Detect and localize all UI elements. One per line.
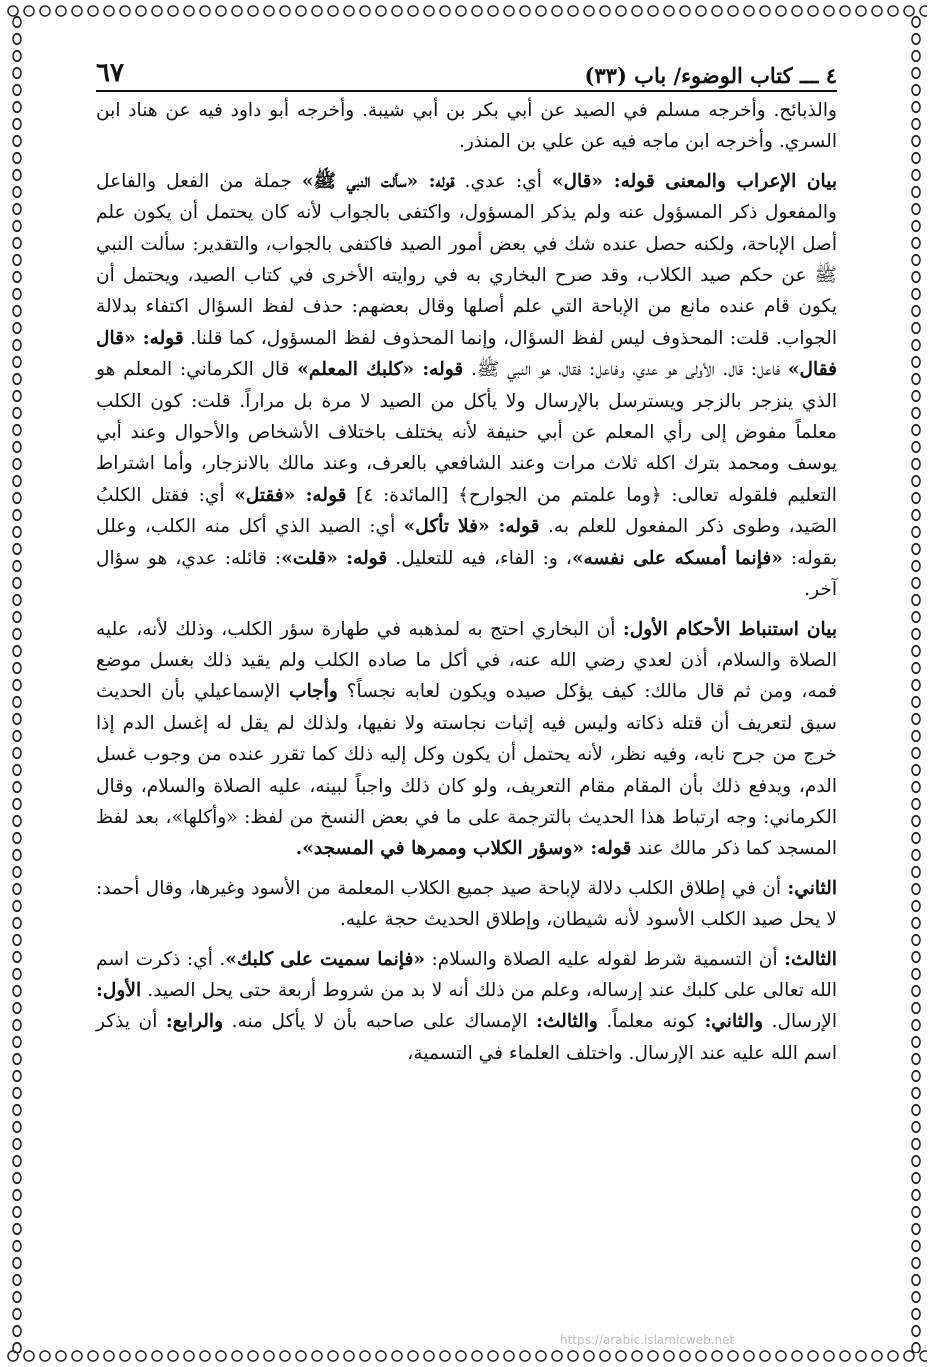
bold-run: والثالث: bbox=[536, 1011, 598, 1033]
text-run: أي: فقتل الكلبُ الصَيد، وطوى ذكر المفعول للعلم به. bbox=[96, 484, 838, 538]
text-run: أي: الصيد الذي أكل منه الكلب، وعلل بقوله: bbox=[96, 516, 837, 569]
bold-run: قوله: «كلبك المعلم» bbox=[297, 359, 464, 381]
bold-run: بيان استنباط الأحكام الأول: bbox=[622, 618, 837, 640]
ornament-border-left bbox=[10, 14, 24, 1353]
paragraph bbox=[96, 614, 837, 865]
text-run: الإرسال. bbox=[763, 1011, 837, 1033]
text-run: أن في إطلاق الكلب دلالة لإباحة صيد جميع الكلاب المعلمة من الأسود وغيرها، وقال أحمد: لا يحل صيد الكلب الأسود لأنه شيطان، وإطلاق الحديث حجة عليه. bbox=[96, 877, 837, 931]
paragraph-gap bbox=[96, 606, 837, 614]
paragraph-gap bbox=[96, 865, 837, 873]
text-run: أي: عدي. bbox=[454, 170, 552, 192]
text-run: : قائله: عدي، هو سؤال آخر. bbox=[96, 547, 837, 601]
page-header bbox=[96, 44, 837, 88]
paragraph-gap bbox=[96, 936, 837, 944]
bold-run: «فإنما أمسكه على نفسه» bbox=[571, 547, 783, 569]
bold-run: قوله: «قلت» bbox=[281, 547, 388, 569]
text-run: قال الكرماني: المعلم هو الذي ينزجر بالزجر ويسترسل بالإرسال ولا يأكل من الصيد لا مرة بل مراراً. قلت: كون الكلب معلماً مفوض إلى رأي المعلم عن أبي حنيفة لأنه يختلف باختلاف الأشخاص والأحوال وعند أبي يوسف ومحمد بترك اكله ثلاث مرات وعند الشافعي بالعرف، وعند مالك بالانزجار، وأما اشتراط التعليم فلقوله تعالى: ﴿وما علمتم من الجوارح﴾ [المائدة: ٤] bbox=[96, 359, 837, 506]
text-run: الإمساك على صاحبه بأن لا يأكل منه. bbox=[223, 1011, 537, 1033]
paragraph bbox=[96, 944, 837, 1070]
text-run: أن يذكر اسم الله عليه عند الإرسال. واختلف العلماء في التسمية، bbox=[96, 1011, 837, 1064]
text-run: أن البخاري احتج به لمذهبه في طهارة سؤر الكلب، وذلك لأنه، عليه الصلاة والسلام، أذن لعدي رضي الله عنه، في أكل ما صاده الكلب ولم يقيد ذلك بغسل موضع فمه، ومن ثم قال مالك: كيف يؤكل صيده ويكون لعابه نجساً؟ bbox=[96, 618, 837, 703]
bold-run: قوله: «قال فقال» bbox=[96, 327, 838, 381]
watermark-url: https://arabic.islamicweb.net bbox=[560, 1333, 735, 1347]
bold-run: «فإنما سميت على كلبك» bbox=[225, 948, 425, 970]
text-run: والذبائح. وأخرجه مسلم في الصيد عن أبي بكر بن أبي شيبة. وأخرجه أبو داود فيه عن هناد ابن السري. وأخرجه ابن ماجه فيه عن علي بن المنذر. bbox=[96, 100, 837, 153]
text-run: جملة من الفعل والفاعل والمفعول ذكر المسؤول عنه ولم يذكر المسؤول، واكتفى بالجواب لأنه كان يحتمل أن يكون علم أصل الإباحة، ولكنه حصل عنده شك في بعض أمور الصيد فاكتفى بالجواب، والتقدير: سألت النبي ﷺ عن حكم صيد الكلاب، وقد صرح البخاري به في روايته الأخرى في كتاب الصيد، ويحتمل أن يكون قام عنده مانع من الإباحة التي علم أصلها وقال بعضهم: حذف لفظ السؤال اكتفاء بدلالة الجواب. قلت: المحذوف ليس لفظ السؤال، وإنما المحذوف لفظ المسؤول، كما قلنا. bbox=[96, 170, 837, 349]
page-body bbox=[96, 95, 837, 1069]
ornament-border-right bbox=[909, 14, 923, 1353]
bold-run: قوله: «وسؤر الكلاب وممرها في المسجد». bbox=[295, 838, 632, 860]
text-run: ، و: الفاء، فيه للتعليل. bbox=[387, 547, 572, 569]
bold-run: الثالث: bbox=[784, 948, 837, 970]
running-head: ٤ ـــ كتاب الوضوء/ باب (٣٣) bbox=[584, 63, 837, 88]
bold-run: الثاني: bbox=[787, 877, 837, 899]
text-run: . أي: ذكرت اسم الله تعالى على كلبك عند إرساله، وعلم من ذلك أنه لا بد من شروط أربعة حتى يحل الصيد. bbox=[96, 948, 837, 1001]
text-run: الإسماعيلي بأن الحديث سيق لتعريف أن قتله ذكاته وليس فيه إثبات نجاسته ولا نفيها، ولذلك لم يقل له إغسل الدم إذا خرج من جرح نابه، وفيه نظر، لأنه يحتمل أن يكون وكل إليه ذلك كما تقرر عنده من وجوب غسل الدم، ويدفع ذلك بأن المقام مقام التعريف، ولو كان ذلك واجباً لبينه، عليه الصلاة والسلام، وقال الكرماني: وجه ارتباط هذا الحديث بالترجمة على ما في بعض النسخ من لفظ: «وأكلها»، بعد لفظ المسجد كما ذكر مالك عند bbox=[96, 681, 837, 860]
bold-run: قوله: «فلا تأكل» bbox=[403, 516, 540, 538]
bold-run: بيان الإعراب والمعنى قوله: «قال» bbox=[551, 170, 837, 192]
text-run: كونه معلماً. bbox=[597, 1011, 705, 1033]
paragraph bbox=[96, 95, 837, 158]
bold-run: قوله: «سألت النبي ﷺ» bbox=[301, 170, 455, 192]
bold-run: الأول: bbox=[96, 979, 142, 1001]
text-run: أن التسمية شرط لقوله عليه الصلاة والسلام: bbox=[424, 948, 785, 970]
bold-run: وأجاب bbox=[289, 681, 338, 703]
paragraph bbox=[96, 166, 837, 606]
ornament-border-top bbox=[6, 4, 927, 18]
header-rule bbox=[96, 90, 837, 92]
paragraph-gap bbox=[96, 158, 837, 166]
page-number: ٦٧ bbox=[96, 58, 124, 88]
bold-run: والثاني: bbox=[704, 1011, 764, 1033]
paragraph bbox=[96, 873, 837, 936]
bold-run: والرابع: bbox=[165, 1011, 224, 1033]
ornament-border-bottom bbox=[6, 1349, 927, 1363]
bold-run: قوله: «فقتل» bbox=[234, 484, 347, 506]
text-run: فاعل: قال. الأولى هو عدي، وفاعل: فقال، هو النبي ﷺ. bbox=[463, 359, 788, 381]
